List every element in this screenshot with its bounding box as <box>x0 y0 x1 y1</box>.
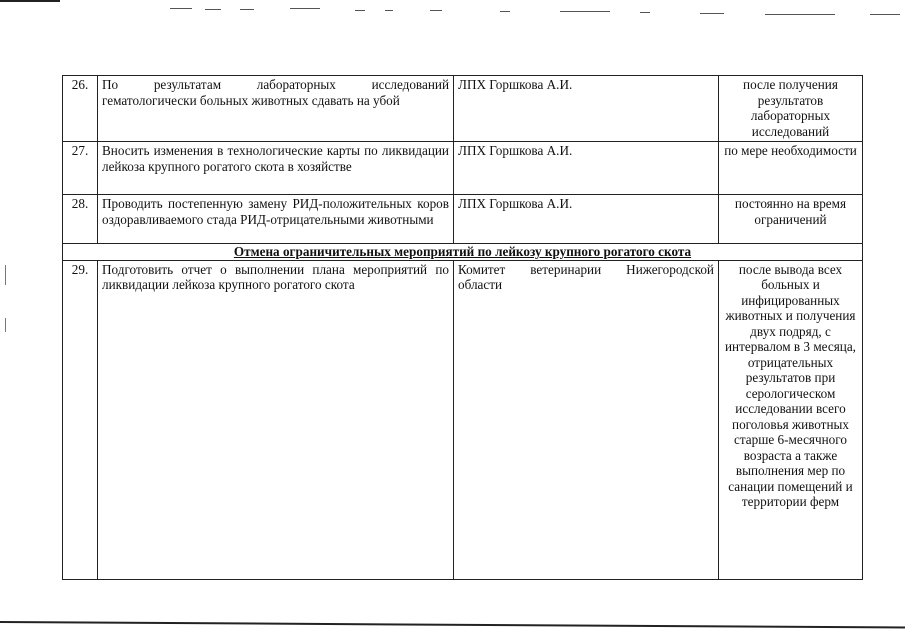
row-action: По результатам лабораторных исследований гематологически больных животных сдавать на убой <box>98 76 454 142</box>
row-number: 28. <box>63 195 98 244</box>
row-number: 26. <box>63 76 98 142</box>
section-title <box>63 244 863 261</box>
row-responsible: ЛПХ Горшкова А.И. <box>454 195 719 244</box>
table-row <box>63 142 863 195</box>
row-term: постоянно на время ограничений <box>719 195 863 244</box>
row-term: по мере необходимости <box>719 142 863 195</box>
row-responsible: Комитет ветеринарии Нижегородской области <box>454 260 719 579</box>
row-action: Вносить изменения в технологические карты по ликвидации лейкоза крупного рогатого скота в хозяйстве <box>98 142 454 195</box>
row-action: Подготовить отчет о выполнении плана мероприятий по ликвидации лейкоза крупного рогатого скота <box>98 260 454 579</box>
measures-table <box>62 75 863 580</box>
scan-edge-bottom <box>0 621 905 629</box>
row-number: 27. <box>63 142 98 195</box>
scan-edge-top <box>0 0 60 2</box>
table-row <box>63 195 863 244</box>
table-row <box>63 260 863 579</box>
row-term: после получения результатов лабораторных исследований <box>719 76 863 142</box>
row-responsible: ЛПХ Горшкова А.И. <box>454 76 719 142</box>
section-header-row <box>63 244 863 261</box>
section-title-text: Отмена ограничительных мероприятий по лейкозу крупного рогатого скота <box>233 244 692 259</box>
row-responsible: ЛПХ Горшкова А.И. <box>454 142 719 195</box>
row-action: Проводить постепенную замену РИД-положительных коров оздоравливаемого стада РИД-отрицательными животными <box>98 195 454 244</box>
row-term: после вывода всех больных и инфицированных животных и получения двух подряд, с интервалом в 3 месяца, отрицательных результатов при серологическом исследовании всего поголовья животных старше 6-месячного возраста а также выполнения мер по санации помещений и территории ферм <box>719 260 863 579</box>
scan-dashes-top <box>0 6 905 16</box>
table-row <box>63 76 863 142</box>
row-number: 29. <box>63 260 98 579</box>
